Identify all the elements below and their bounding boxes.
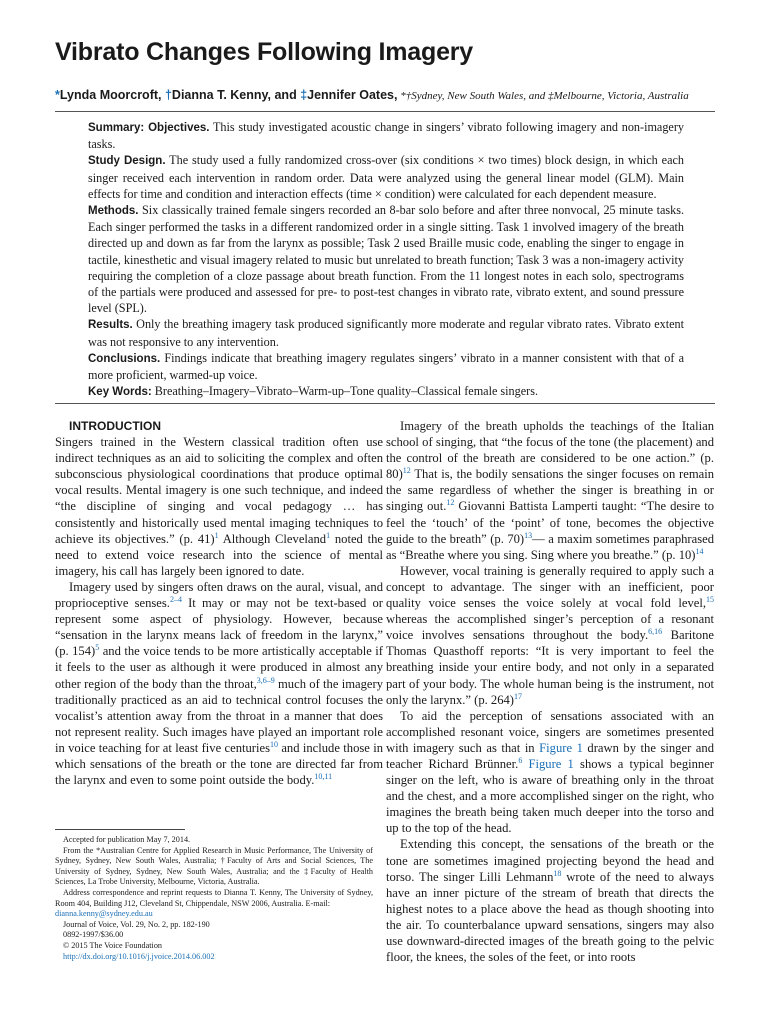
citation-link[interactable]: 10,11	[314, 771, 333, 781]
abstract-keywords: Key Words: Breathing–Imagery–Vibrato–Warm-up–Tone quality–Classical female singers.	[88, 384, 539, 399]
citation-link[interactable]: 12	[446, 498, 455, 508]
abstract-design: Study Design. The study used a fully randomized cross-over (six conditions × two times) block design, in which each singer received each intervention in random order. Data were analyzed using the general linear model (GLM). Main effects for time and condition and interaction effects (time × condition) were calculated for each dependent measure.	[88, 153, 684, 201]
paragraph: Singers trained in the Western classical tradition often use indirect techniques as an aid to soliciting the complex and often subconscious physiological coordinations that produce optimal vocal results. Mental imagery is one such technique, and indeed “the discipline of singing and vocal pedagogy … has consistently and historically used mental imaging techniques to achieve its objectives.” (p. 41)$^1$ Although Cleveland$^1$ noted the need to extend voice research into the science of mental imagery, his call has largely been ignored to date.	[55, 435, 383, 578]
section-heading: INTRODUCTION	[69, 419, 161, 433]
email-link[interactable]: dianna.kenny@sydney.edu.au	[55, 909, 153, 919]
citation-link[interactable]: 1	[214, 530, 219, 540]
citation-link[interactable]: 2–4	[169, 594, 182, 604]
author-name: Dianna T. Kenny, and	[171, 88, 301, 102]
citation-link[interactable]: 6,16	[648, 627, 663, 637]
left-column	[55, 418, 383, 788]
author-symbol: *	[55, 88, 60, 102]
citation-link[interactable]: 3,6–9	[256, 675, 275, 685]
abstract-top-rule	[55, 111, 715, 112]
article-title: Vibrato Changes Following Imagery	[55, 38, 474, 66]
paragraph: Extending this concept, the sensations of the breath or the tone are sometimes imagined projecting beyond the head and torso. The singer Lilli Lehmann$^{18}$ wrote of the need to always have an inner picture of the stream of breath that directs the highest notes to a place above the head as though shooting into the air. To counterbalance upward sensations, singers may also use downward-directed images of the breath going to the pelvic floor, the knees, the soles of the feet, or into roots	[386, 837, 714, 965]
abstract	[88, 119, 684, 400]
author-affiliation: *†Sydney, New South Wales, and ‡Melbourne, Victoria, Australia	[397, 90, 689, 102]
correspondence: Address correspondence and reprint requests to Dianna T. Kenny, The University of Sydney, Room 404, Building J12, Cleveland St, Chippendale, NSW 2006, Australia. E-mail:	[55, 887, 373, 908]
accepted-date: Accepted for publication May 7, 2014.	[63, 835, 191, 844]
citation-link[interactable]: 12	[402, 466, 411, 476]
author-symbol: †	[164, 88, 172, 102]
citation-link[interactable]: 6	[518, 755, 523, 765]
citation-link[interactable]: 15	[706, 594, 714, 604]
citation-link[interactable]: 18	[553, 868, 562, 878]
issn: 0892-1997/$36.00	[63, 930, 124, 940]
author-line	[55, 86, 735, 104]
journal-info: Journal of Voice, Vol. 29, No. 2, pp. 182-190	[63, 919, 210, 929]
paragraph: To aid the perception of sensations associated with an accomplished resonant voice, singers are sometimes presented with imagery such as that in Figure 1 drawn by the singer and teacher Richard Brünner.$^6$ Figure 1 shows a typical beginner singer on the left, who is aware of breathing only in the throat and the chest, and a more accomplished singer on the right, who imagines the breath being taken much deeper into the torso and up to the top of the head.	[386, 708, 714, 836]
doi-link[interactable]: http://dx.doi.org/10.1016/j.jvoice.2014.06.002	[63, 951, 215, 961]
citation-link[interactable]: 17	[514, 691, 523, 701]
copyright: © 2015 The Voice Foundation	[63, 940, 163, 950]
footnote-rule	[55, 829, 185, 830]
abstract-bottom-rule	[55, 403, 715, 404]
author-symbol: ‡	[300, 88, 308, 102]
abstract-results: Results. Only the breathing imagery task produced significantly more moderate and regular vibrato rates. Vibrato extent was not responsive to any intervention.	[88, 317, 684, 349]
citation-link[interactable]: 14	[695, 546, 704, 556]
paragraph: However, vocal training is generally required to apply such a concept to advantage. The singer with an inefficient, poor quality voice senses the voice solely at vocal fold level,$^{15}$ whereas the accomplished singer’s perception of a resonant voice involves sensations throughout the body.$^{6,16}$ Baritone Thomas Quasthoff reports: “It is very important to feel the breathing inside your entire body, and not only in a separated part of your body. The whole human being is the instrument, not only the larynx.” (p. 264)$^{17}$	[386, 563, 714, 707]
author-name: Jennifer Oates,	[307, 88, 398, 102]
right-column	[386, 418, 714, 965]
affiliations: From the *Australian Centre for Applied Research in Music Performance, The University of Sydney, Sydney, New South Wales, Australia; †Faculty of Arts and Social Sciences, The University of Sydney, Sydney, New South Wales, Australia; and the ‡Faculty of Health Sciences, La Trobe University, Melbourne, Victoria, Australia.	[55, 845, 373, 887]
paragraph: Imagery of the breath upholds the teachings of the Italian school of singing, that “the focus of the tone (the placement) and the control of the breath are considered to be one action.” (p. 80)$^{12}$ That is, the bodily sensations the singer focuses on remain the same regardless of whether the singer is breathing in or singing out.$^{12}$ Giovanni Battista Lamperti taught: “The desire to feel the ‘touch’ of the ‘point’ of tone, becomes the objective guide to the breath” (p. 70)$^{13}$— a maxim sometimes paraphrased as “Breathe where you sing. Sing where you breathe.” (p. 10)$^{14}$	[386, 419, 714, 562]
footnote	[55, 835, 373, 962]
citation-link[interactable]: 13	[524, 530, 533, 540]
abstract-conclusions: Conclusions. Findings indicate that breathing imagery regulates singers’ vibrato in a manner consistent with that of a more proficient, warmed-up voice.	[88, 350, 684, 383]
paragraph: Imagery used by singers often draws on the aural, visual, and proprioceptive senses.$^{2-4}$ It may or may not be text-based or represent some aspect of physiology. However, because “sensation in the larynx means lack of freedom in the larynx,” (p. 154)$^5$ and the voice tends to be more artistically acceptable if it feels to the user as although it were produced in almost any other region of the body than the throat,$^{3,6-9}$ much of the imagery traditionally practiced as an aid to technical control focuses the vocalist’s attention away from the throat in a manner that does not represent reality. Such images have played an important role in voice teaching for at least five centuries$^{10}$ and include those in which sensations of the breath or the tone are directed far from the larynx and even to some point outside the body.$^{10,11}$	[55, 579, 384, 788]
figure-link[interactable]: Figure 1	[539, 740, 583, 755]
abstract-objectives: Summary: Objectives. This study investigated acoustic change in singers’ vibrato following imagery and non-imagery tasks.	[88, 120, 684, 152]
citation-link[interactable]: 1	[326, 530, 331, 540]
figure-link[interactable]: Figure 1	[522, 756, 574, 771]
citation-link[interactable]: 5	[95, 643, 100, 653]
author-name: Lynda Moorcroft,	[59, 88, 165, 102]
citation-link[interactable]: 10	[270, 739, 278, 749]
abstract-methods: Methods. Six classically trained female singers recorded an 8-bar solo before and after three nonvocal, 25 minute tasks. Each singer performed the tasks in a different randomized order in a single sitting. Task 1 involved imagery of the breath directed up and down as far from the larynx as possible; Task 2 used Braille music code, enabling the singer to engage in tactile, kinesthetic and visual imagery related to music but unrelated to breath function; Task 3 was a non-imagery activity requiring the completion of a cloze passage about breath function. From the 11 longest notes in each solo, spectrograms of the partials were produced and assessed for pre- to post-test changes in vibrato rate, vibrato extent, and sound pressure level (SPL).	[88, 203, 684, 316]
